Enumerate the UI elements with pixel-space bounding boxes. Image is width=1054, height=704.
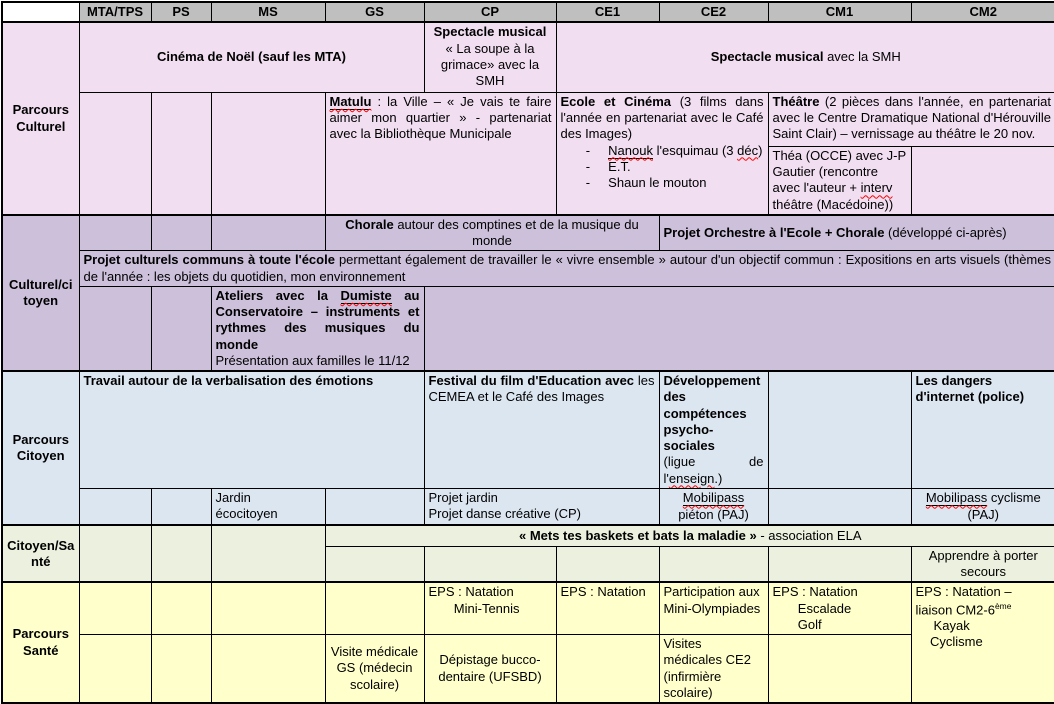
cell-cinema-noel: Cinéma de Noël (sauf les MTA) [79,22,424,92]
empty-cell [151,635,211,704]
cell-projet-culturels-communs: Projet culturels communs à toute l'école permettant également de travailler le « vivre ensemble » autour d'un objectif commun : Expositions en arts visuels (thèmes de l'année : les objets du quotidien, mon environnement [79,251,1054,287]
empty-cell [768,488,911,525]
parcours-planning-table [1,1,1054,704]
cell-mini-olympiades: Participation aux Mini-Olympiades [659,582,768,634]
empty-cell [325,546,424,582]
col-header-ps: PS [151,2,211,22]
empty-cell [768,635,911,704]
cell-visite-medicale-gs: Visite médicale GS (médecin scolaire) [325,635,424,704]
cell-depistage-bucco: Dépistage bucco-dentaire (UFSBD) [424,635,556,704]
empty-cell [556,546,659,582]
col-header-ce2: CE2 [659,2,768,22]
empty-cell [151,92,211,215]
empty-cell [325,488,424,525]
empty-cell [79,488,151,525]
empty-cell [768,546,911,582]
empty-cell [659,546,768,582]
cell-travail-emotions: Travail autour de la verbalisation des émotions [79,371,424,488]
cell-thea-occe: Théa (OCCE) avec J-P Gautier (rencontre avec l'auteur + interv théâtre (Macédoine)) [768,146,911,215]
cell-eps-cp: EPS : Natation Mini-Tennis [424,582,556,634]
empty-cell [79,215,151,251]
cell-ateliers-dumiste: Ateliers avec la Dumiste au Conservatoire – instruments et rythmes des musiques du monde Présentation aux familles le 11/12 [211,286,424,371]
col-header-ms: MS [211,2,325,22]
empty-cell [79,582,151,634]
cell-jardin-ecocitoyen: Jardin écocitoyen [211,488,325,525]
cell-eps-ce1: EPS : Natation [556,582,659,634]
empty-cell [151,215,211,251]
empty-cell [211,635,325,704]
col-header-ce1: CE1 [556,2,659,22]
empty-cell [79,92,151,215]
cell-festival-film: Festival du film d'Education avec les CEMEA et le Café des Images [424,371,659,488]
row-label-parcours-sante: Parcours Santé [2,582,79,703]
empty-cell [151,525,211,582]
empty-cell [79,286,151,371]
empty-cell [151,488,211,525]
cell-visites-medicales-ce2: Visites médicales CE2 (infirmière scolaire) [659,635,768,704]
col-header-cm2: CM2 [911,2,1054,22]
cell-mobilipass-cyclisme: Mobilipass cyclisme (PAJ) [911,488,1054,525]
cell-theatre: Théâtre (2 pièces dans l'année, en partenariat avec le Centre Dramatique National d'Hérouville Saint Clair) – vernissage au théâtre le 20 nov. [768,92,1054,146]
empty-cell [768,371,911,488]
row-label-parcours-citoyen: Parcours Citoyen [2,371,79,525]
col-header-cm1: CM1 [768,2,911,22]
empty-cell [211,92,325,215]
cell-apprendre-secours: Apprendre à porter secours [911,546,1054,582]
cell-eps-cm1: EPS : Natation Escalade Golf [768,582,911,634]
cell-spectacle-soupe: Spectacle musical « La soupe à la grimace» avec la SMH [424,22,556,92]
cell-mobilipass-pieton: Mobilipass piéton (PAJ) [659,488,768,525]
cell-ecole-et-cinema: Ecole et Cinéma (3 films dans l'année en partenariat avec le Café des Images) - Nanouk l'esquimau (3 déc) - E.T. - Shaun le mouton [556,92,768,215]
cell-projet-orchestre: Projet Orchestre à l'Ecole + Chorale (développé ci-après) [659,215,1054,251]
empty-cell [325,582,424,634]
empty-cell [556,635,659,704]
row-label-citoyen-sante: Citoyen/Santé [2,525,79,582]
empty-cell [151,286,211,371]
row-label-parcours-culturel: Parcours Culturel [2,22,79,215]
col-header-cp: CP [424,2,556,22]
empty-cell [424,286,1054,371]
empty-cell [211,215,325,251]
empty-cell [79,525,151,582]
empty-cell [911,146,1054,215]
empty-cell [211,525,325,582]
corner-cell [2,2,79,22]
cell-projet-jardin-danse: Projet jardin Projet danse créative (CP) [424,488,659,525]
cell-competences-psycho: Développement des compétences psycho-sociales (ligue de l'enseign.) [659,371,768,488]
empty-cell [424,546,556,582]
cell-spectacle-smh: Spectacle musical avec la SMH [556,22,1054,92]
cell-matulu: Matulu : la Ville – « Je vais te faire aimer mon quartier » - partenariat avec la Bibliothèque Municipale [325,92,556,215]
col-header-gs: GS [325,2,424,22]
header-row [2,2,1054,22]
empty-cell [211,582,325,634]
cell-chorale: Chorale autour des comptines et de la musique du monde [325,215,659,251]
cell-mets-tes-baskets: « Mets tes baskets et bats la maladie » - association ELA [325,525,1054,546]
cell-eps-cm2: EPS : Natation – liaison CM2-6ème Kayak Cyclisme [911,582,1054,703]
col-header-mta-tps: MTA/TPS [79,2,151,22]
cell-dangers-internet: Les dangers d'internet (police) [911,371,1054,488]
row-label-culturel-citoyen: Culturel/citoyen [2,215,79,371]
empty-cell [79,635,151,704]
empty-cell [151,582,211,634]
